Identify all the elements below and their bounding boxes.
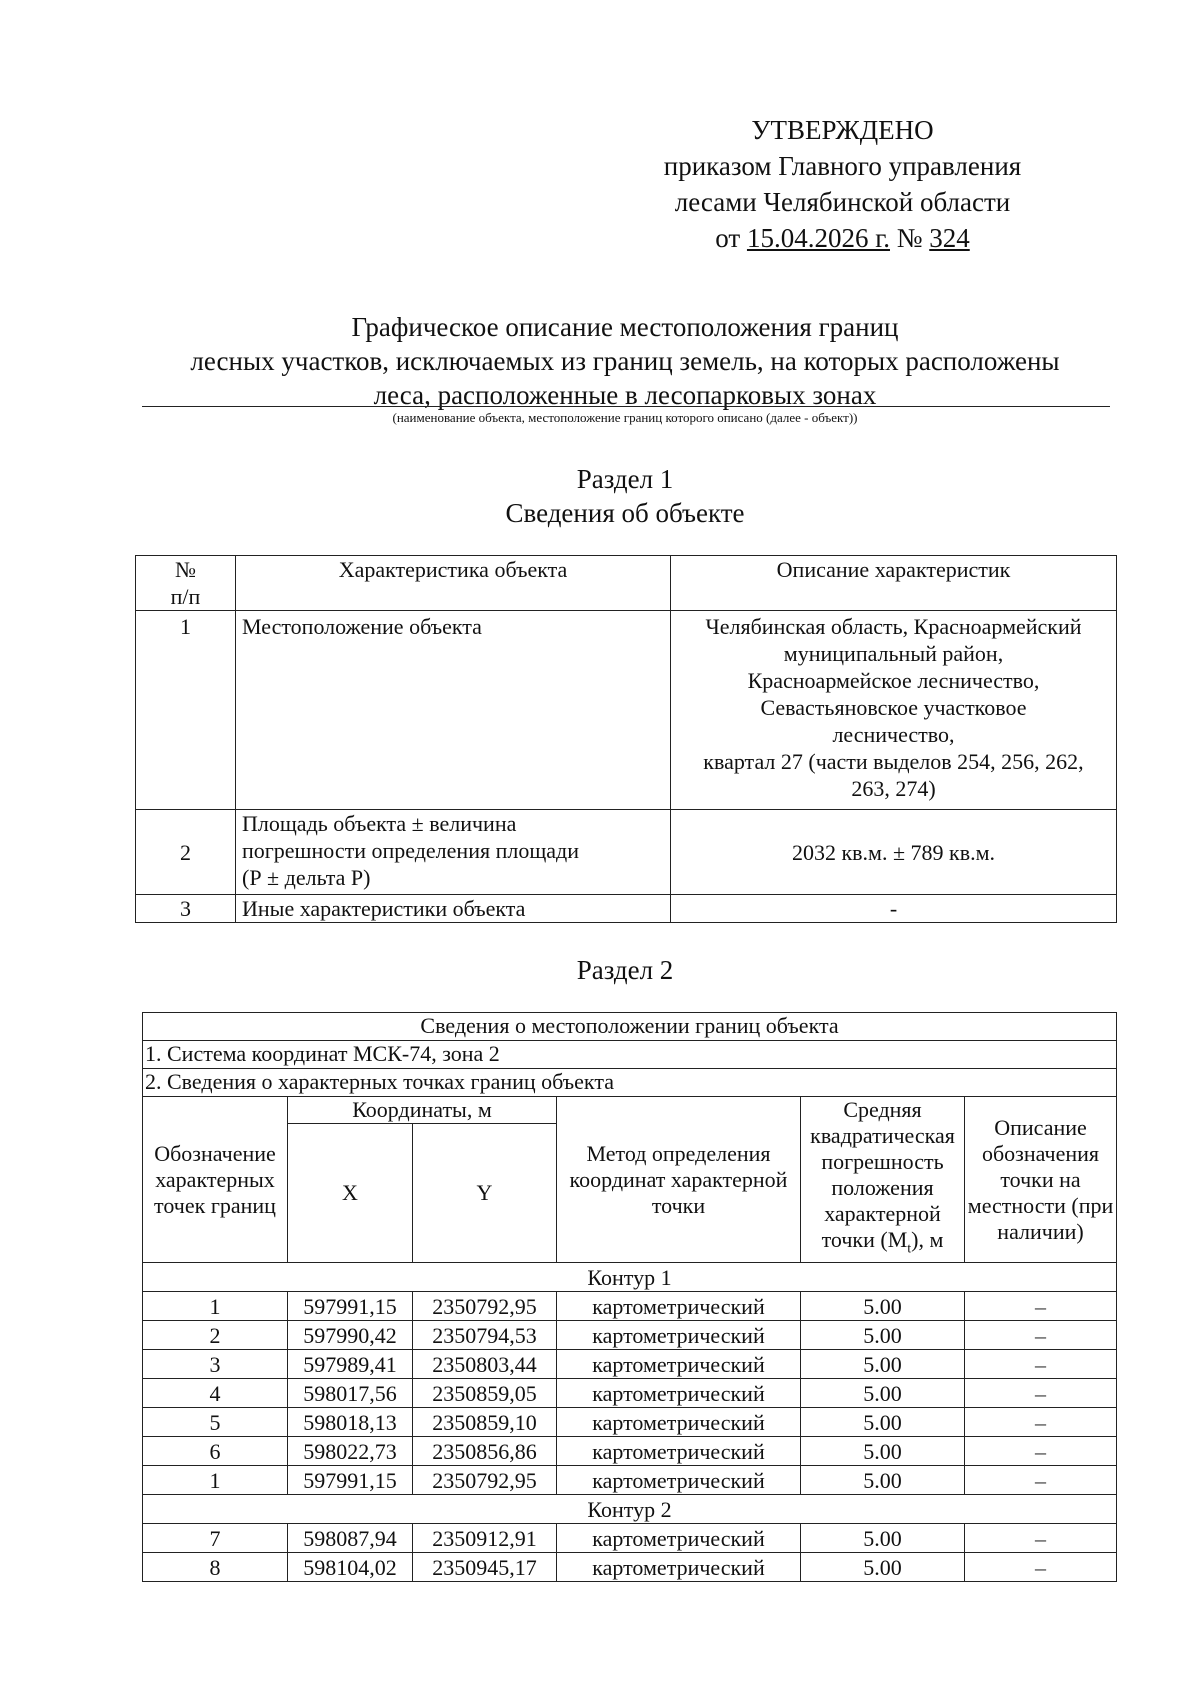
row-num: 3 bbox=[136, 895, 236, 923]
point-id: 1 bbox=[143, 1292, 288, 1321]
point-x: 598018,13 bbox=[288, 1408, 413, 1437]
approval-number-label: № bbox=[896, 223, 923, 253]
table-row bbox=[136, 810, 1117, 895]
table-row bbox=[143, 1321, 1117, 1350]
accuracy-text: Средняя квадратическая погрешность положения характерной точки (M bbox=[810, 1097, 955, 1252]
coord-system-row bbox=[143, 1041, 1117, 1069]
table-row bbox=[143, 1466, 1117, 1495]
point-description: – bbox=[965, 1321, 1117, 1350]
point-method: картометрический bbox=[557, 1321, 801, 1350]
title-underline bbox=[142, 406, 1110, 407]
row-description: - bbox=[671, 895, 1117, 923]
title-caption: (наименование объекта, местоположение границ которого описано (далее - объект)) bbox=[392, 410, 858, 425]
section1-label: Раздел 1 bbox=[576, 464, 674, 494]
header-method: Метод определения координат характерной точки bbox=[557, 1097, 801, 1263]
point-description: – bbox=[965, 1524, 1117, 1553]
approval-line-2: лесами Челябинской области bbox=[674, 187, 1011, 217]
point-id: 5 bbox=[143, 1408, 288, 1437]
point-description: – bbox=[965, 1553, 1117, 1582]
table-row bbox=[143, 1524, 1117, 1553]
table-row bbox=[143, 1408, 1117, 1437]
point-accuracy: 5.00 bbox=[801, 1553, 965, 1582]
point-accuracy: 5.00 bbox=[801, 1321, 965, 1350]
point-x: 597989,41 bbox=[288, 1350, 413, 1379]
point-description: – bbox=[965, 1379, 1117, 1408]
point-accuracy: 5.00 bbox=[801, 1408, 965, 1437]
row-num: 1 bbox=[136, 611, 236, 810]
table-row bbox=[136, 895, 1117, 923]
header-characteristic: Характеристика объекта bbox=[236, 556, 671, 611]
table-row bbox=[143, 1437, 1117, 1466]
points-title-row bbox=[143, 1069, 1117, 1097]
table-title: Сведения о местоположении границ объекта bbox=[143, 1013, 1117, 1041]
boundary-points-table bbox=[142, 1012, 1117, 1582]
header-location-desc: Описание обозначения точки на местности (при наличии) bbox=[965, 1097, 1117, 1263]
point-description: – bbox=[965, 1408, 1117, 1437]
table-row bbox=[136, 611, 1117, 810]
point-id: 7 bbox=[143, 1524, 288, 1553]
approval-number: 324 bbox=[929, 223, 970, 253]
point-y: 2350803,44 bbox=[413, 1350, 557, 1379]
point-method: картометрический bbox=[557, 1408, 801, 1437]
point-y: 2350859,05 bbox=[413, 1379, 557, 1408]
approval-from-label: от bbox=[715, 223, 741, 253]
table-row bbox=[143, 1350, 1117, 1379]
object-info-table bbox=[135, 555, 1117, 923]
description-line: муниципальный район, bbox=[783, 641, 1004, 666]
document-title bbox=[140, 310, 1110, 412]
approval-date-line bbox=[560, 220, 1125, 256]
characteristic-line: погрешности определения площади bbox=[242, 838, 580, 863]
point-accuracy: 5.00 bbox=[801, 1379, 965, 1408]
point-id: 2 bbox=[143, 1321, 288, 1350]
row-num: 2 bbox=[136, 810, 236, 895]
row-characteristic: Местоположение объекта bbox=[236, 611, 671, 810]
accuracy-text-end: ), м bbox=[911, 1227, 944, 1252]
point-y: 2350792,95 bbox=[413, 1466, 557, 1495]
point-x: 598087,94 bbox=[288, 1524, 413, 1553]
point-method: картометрический bbox=[557, 1379, 801, 1408]
coord-system: 1. Система координат МСК-74, зона 2 bbox=[143, 1041, 1117, 1069]
point-x: 598017,56 bbox=[288, 1379, 413, 1408]
approval-heading: УТВЕРЖДЕНО bbox=[751, 115, 934, 145]
table-row bbox=[143, 1553, 1117, 1582]
row-characteristic: Иные характеристики объекта bbox=[236, 895, 671, 923]
row-description: 2032 кв.м. ± 789 кв.м. bbox=[671, 810, 1117, 895]
description-line: Красноармейское лесничество, bbox=[747, 668, 1040, 693]
header-x: X bbox=[288, 1124, 413, 1263]
point-id: 1 bbox=[143, 1466, 288, 1495]
title-line-1: Графическое описание местоположения границ bbox=[351, 312, 899, 342]
row-characteristic bbox=[236, 810, 671, 895]
point-method: картометрический bbox=[557, 1466, 801, 1495]
point-description: – bbox=[965, 1466, 1117, 1495]
point-description: – bbox=[965, 1350, 1117, 1379]
title-line-2: лесных участков, исключаемых из границ земель, на которых расположены bbox=[190, 346, 1060, 376]
description-line: лесничество, bbox=[832, 722, 955, 747]
header-num: № п/п bbox=[136, 556, 236, 611]
point-accuracy: 5.00 bbox=[801, 1437, 965, 1466]
section1-heading bbox=[140, 462, 1110, 530]
point-x: 597990,42 bbox=[288, 1321, 413, 1350]
point-accuracy: 5.00 bbox=[801, 1524, 965, 1553]
point-accuracy: 5.00 bbox=[801, 1466, 965, 1495]
approval-date: 15.04.2026 г. bbox=[746, 223, 890, 253]
contour-row bbox=[143, 1263, 1117, 1292]
description-line: 263, 274) bbox=[851, 776, 936, 801]
point-x: 598022,73 bbox=[288, 1437, 413, 1466]
section2-heading: Раздел 2 bbox=[576, 955, 674, 985]
point-id: 6 bbox=[143, 1437, 288, 1466]
point-method: картометрический bbox=[557, 1350, 801, 1379]
table-header-row bbox=[136, 556, 1117, 611]
point-x: 597991,15 bbox=[288, 1466, 413, 1495]
row-description bbox=[671, 611, 1117, 810]
point-y: 2350856,86 bbox=[413, 1437, 557, 1466]
point-method: картометрический bbox=[557, 1553, 801, 1582]
point-x: 597991,15 bbox=[288, 1292, 413, 1321]
point-id: 3 bbox=[143, 1350, 288, 1379]
point-y: 2350792,95 bbox=[413, 1292, 557, 1321]
point-x: 598104,02 bbox=[288, 1553, 413, 1582]
point-description: – bbox=[965, 1437, 1117, 1466]
table-row bbox=[143, 1292, 1117, 1321]
title-line-3: леса, расположенные в лесопарковых зонах bbox=[373, 380, 877, 410]
section1-subtitle: Сведения об объекте bbox=[505, 498, 745, 528]
point-description: – bbox=[965, 1292, 1117, 1321]
header-coords: Координаты, м bbox=[288, 1097, 557, 1124]
points-body bbox=[143, 1263, 1117, 1582]
point-y: 2350912,91 bbox=[413, 1524, 557, 1553]
point-accuracy: 5.00 bbox=[801, 1292, 965, 1321]
header-y: Y bbox=[413, 1124, 557, 1263]
point-id: 4 bbox=[143, 1379, 288, 1408]
header-row-1 bbox=[143, 1097, 1117, 1124]
header-accuracy bbox=[801, 1097, 965, 1263]
description-line: Челябинская область, Красноармейский bbox=[705, 614, 1082, 639]
table-row bbox=[143, 1379, 1117, 1408]
point-y: 2350859,10 bbox=[413, 1408, 557, 1437]
description-line: квартал 27 (части выделов 254, 256, 262, bbox=[703, 749, 1084, 774]
accuracy-subscript: t bbox=[907, 1241, 912, 1257]
point-method: картометрический bbox=[557, 1292, 801, 1321]
approval-line-1: приказом Главного управления bbox=[663, 151, 1022, 181]
contour-label: Контур 2 bbox=[143, 1495, 1117, 1524]
points-title: 2. Сведения о характерных точках границ объекта bbox=[143, 1069, 1117, 1097]
point-y: 2350945,17 bbox=[413, 1553, 557, 1582]
point-id: 8 bbox=[143, 1553, 288, 1582]
approval-block bbox=[560, 112, 1125, 256]
contour-row bbox=[143, 1495, 1117, 1524]
description-line: Севастьяновское участковое bbox=[760, 695, 1027, 720]
characteristic-line: (Р ± дельта Р) bbox=[242, 865, 371, 890]
characteristic-line: Площадь объекта ± величина bbox=[242, 811, 517, 836]
contour-label: Контур 1 bbox=[143, 1263, 1117, 1292]
point-accuracy: 5.00 bbox=[801, 1350, 965, 1379]
point-method: картометрический bbox=[557, 1524, 801, 1553]
point-method: картометрический bbox=[557, 1437, 801, 1466]
point-y: 2350794,53 bbox=[413, 1321, 557, 1350]
header-description: Описание характеристик bbox=[671, 556, 1117, 611]
header-designation: Обозначение характерных точек границ bbox=[143, 1097, 288, 1263]
table-title-row bbox=[143, 1013, 1117, 1041]
